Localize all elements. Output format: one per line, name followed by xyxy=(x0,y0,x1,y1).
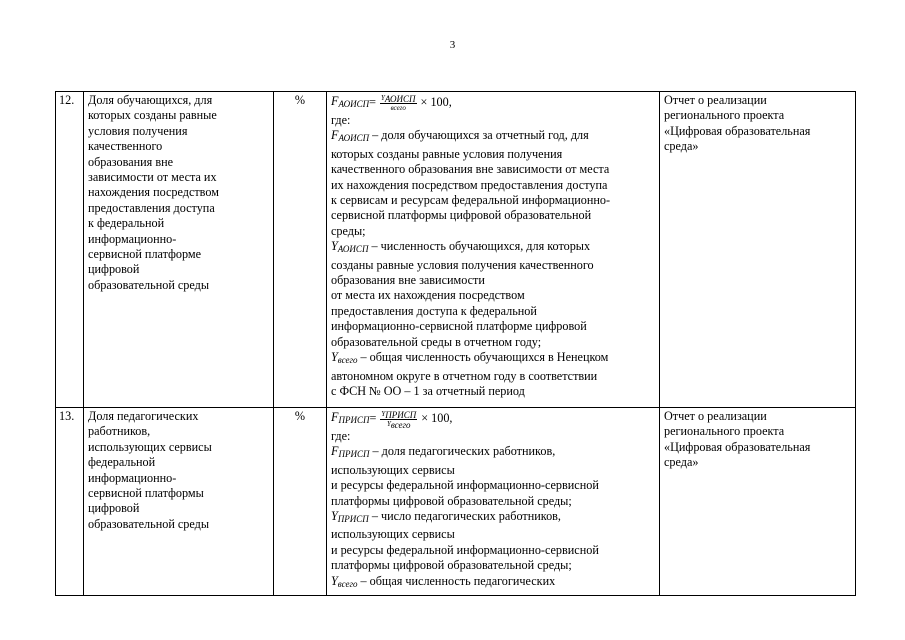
definition-symbol: $F_{ПРИСП}$ xyxy=(331,444,370,460)
definition-line: $Y_{всего}$ – общая численность педагогических xyxy=(331,573,556,589)
data-source-line: Отчет о реализации xyxy=(664,409,767,423)
fraction-denominator: всего xyxy=(390,104,406,112)
indicator-name-line: образования вне xyxy=(88,154,174,169)
indicator-name-line: сервисной платформе xyxy=(88,247,201,262)
formula xyxy=(331,409,655,429)
indicator-name-line: зависимости от места их xyxy=(88,170,217,185)
definition-symbol: $F_{АОИСП}$ xyxy=(331,128,370,144)
definition-line: образовательной среды в отчетном году; xyxy=(331,334,542,349)
indicators-table xyxy=(55,91,856,596)
definition-symbol: $Y_{АОИСП}$ xyxy=(331,239,369,255)
definition-symbol-sub: АОИСП xyxy=(337,244,369,255)
definition-line: использующих сервисы xyxy=(331,527,455,542)
definition-line: среды; xyxy=(331,223,366,238)
formula-multiplier: × 100, xyxy=(421,411,453,426)
definition-line: от места их нахождения посредством xyxy=(331,288,525,303)
unit-cell: % xyxy=(274,92,327,408)
definition-line: сервисной платформы цифровой образовательной xyxy=(331,208,592,223)
indicator-name-line: условия получения xyxy=(88,123,188,138)
indicator-name xyxy=(84,408,274,596)
table-row xyxy=(56,92,856,408)
indicator-name-line: информационно- xyxy=(88,470,177,485)
definition-line: и ресурсы федеральной информационно-сервисной xyxy=(331,478,599,493)
row-number: 13. xyxy=(56,408,84,596)
data-source-line: регионального проекта xyxy=(664,108,785,123)
definition-line: $F_{ПРИСП}$ – доля педагогических работников, xyxy=(331,444,556,460)
indicator-name-line: предоставления доступа xyxy=(88,200,215,215)
definition-line: их нахождения посредством предоставления доступа xyxy=(331,177,608,192)
indicator-name-line: Доля обучающихся, для xyxy=(88,93,213,107)
row-number: 12. xyxy=(56,92,84,408)
indicator-name-line: которых созданы равные xyxy=(88,108,217,123)
data-source-line: среда» xyxy=(664,455,699,470)
numerator-sub: АОИСП xyxy=(384,94,416,104)
definition-symbol: $Y_{всего}$ xyxy=(331,573,358,589)
table-row xyxy=(56,408,856,596)
calculation-method xyxy=(327,408,660,596)
definition-line: использующих сервисы xyxy=(331,462,455,477)
definition-line: платформы цифровой образовательной среды; xyxy=(331,558,572,573)
definition-line: и ресурсы федеральной информационно-сервисной xyxy=(331,542,599,557)
definition-line: предоставления доступа к федеральной xyxy=(331,303,537,318)
fraction-numerator: $Y_{ПРИСП}$ xyxy=(381,409,417,420)
formula-fraction xyxy=(380,410,417,429)
indicator-name-line: информационно- xyxy=(88,231,177,246)
formula xyxy=(331,93,655,113)
definition-symbol-sub: ПРИСП xyxy=(337,514,369,525)
data-source-line: среда» xyxy=(664,139,699,154)
indicator-name-line: федеральной xyxy=(88,455,156,470)
definition-symbol: $Y_{всего}$ xyxy=(331,350,358,366)
definition-symbol-sub: АОИСП xyxy=(338,133,370,144)
data-source xyxy=(660,92,856,408)
definition-symbol-sub: всего xyxy=(337,578,358,589)
indicator-name-line: Доля педагогических xyxy=(88,409,199,423)
definition-line: $F_{АОИСП}$ – доля обучающихся за отчетный год, для xyxy=(331,128,589,144)
data-source xyxy=(660,408,856,596)
page-number: 3 xyxy=(449,39,456,51)
calculation-method xyxy=(327,92,660,408)
fraction-denominator: $Y_{всего}$ xyxy=(386,419,411,430)
where-label: где: xyxy=(331,429,351,443)
definition-line: созданы равные условия получения качественного xyxy=(331,257,594,272)
data-source-line: «Цифровая образовательная xyxy=(664,123,811,138)
definition-line: $Y_{АОИСП}$ – численность обучающихся, для которых xyxy=(331,239,591,255)
formula-lhs-sub: АОИСП xyxy=(338,98,370,109)
where-label: где: xyxy=(331,113,351,127)
definition-line: информационно-сервисной платформе цифровой xyxy=(331,319,587,334)
definition-line: $Y_{ПРИСП}$ – число педагогических работников, xyxy=(331,509,561,525)
definition-line: качественного образования вне зависимости от места xyxy=(331,162,610,177)
definition-line: платформы цифровой образовательной среды; xyxy=(331,493,572,508)
definition-line: автономном округе в отчетном году в соответствии xyxy=(331,368,598,383)
indicator-name-line: нахождения посредством xyxy=(88,185,219,200)
formula-lhs-sub: ПРИСП xyxy=(338,414,370,425)
denominator-sub: всего xyxy=(390,419,411,430)
indicator-name-line: цифровой xyxy=(88,501,140,516)
indicator-name-line: цифровой xyxy=(88,262,140,277)
indicator-name-line: использующих сервисы xyxy=(88,439,212,454)
formula-equals: = xyxy=(369,411,377,426)
indicator-name xyxy=(84,92,274,408)
indicator-name-line: образовательной среды xyxy=(88,516,210,531)
definition-line: $Y_{всего}$ – общая численность обучающихся в Ненецком xyxy=(331,350,609,366)
data-source-line: Отчет о реализации xyxy=(664,93,767,107)
unit-cell: % xyxy=(274,408,327,596)
indicator-name-line: к федеральной xyxy=(88,216,165,231)
formula-lhs: $F_{ПРИСП}$ xyxy=(331,409,370,425)
fraction-numerator: $Y_{АОИСП}$ xyxy=(380,94,416,104)
formula-equals: = xyxy=(369,95,376,110)
definition-line: с ФСН № ОО – 1 за отчетный период xyxy=(331,383,525,398)
definition-line: образования вне зависимости xyxy=(331,273,485,288)
definition-symbol-sub: всего xyxy=(337,355,358,366)
formula-fraction xyxy=(380,94,417,112)
definition-line: к сервисам и ресурсам федеральной информационно- xyxy=(331,193,611,208)
indicator-name-line: качественного xyxy=(88,139,163,154)
definition-symbol-sub: ПРИСП xyxy=(338,449,370,460)
definition-line: которых созданы равные условия получения xyxy=(331,146,563,161)
definition-symbol: $Y_{ПРИСП}$ xyxy=(331,509,369,525)
data-source-line: регионального проекта xyxy=(664,424,785,439)
numerator-sub: ПРИСП xyxy=(385,409,417,420)
indicator-name-line: работников, xyxy=(88,424,151,439)
data-source-line: «Цифровая образовательная xyxy=(664,439,811,454)
formula-lhs: $F_{АОИСП}$ xyxy=(331,93,370,109)
formula-multiplier: × 100, xyxy=(420,95,452,110)
indicator-name-line: сервисной платформы xyxy=(88,486,204,501)
indicator-name-line: образовательной среды xyxy=(88,277,210,292)
